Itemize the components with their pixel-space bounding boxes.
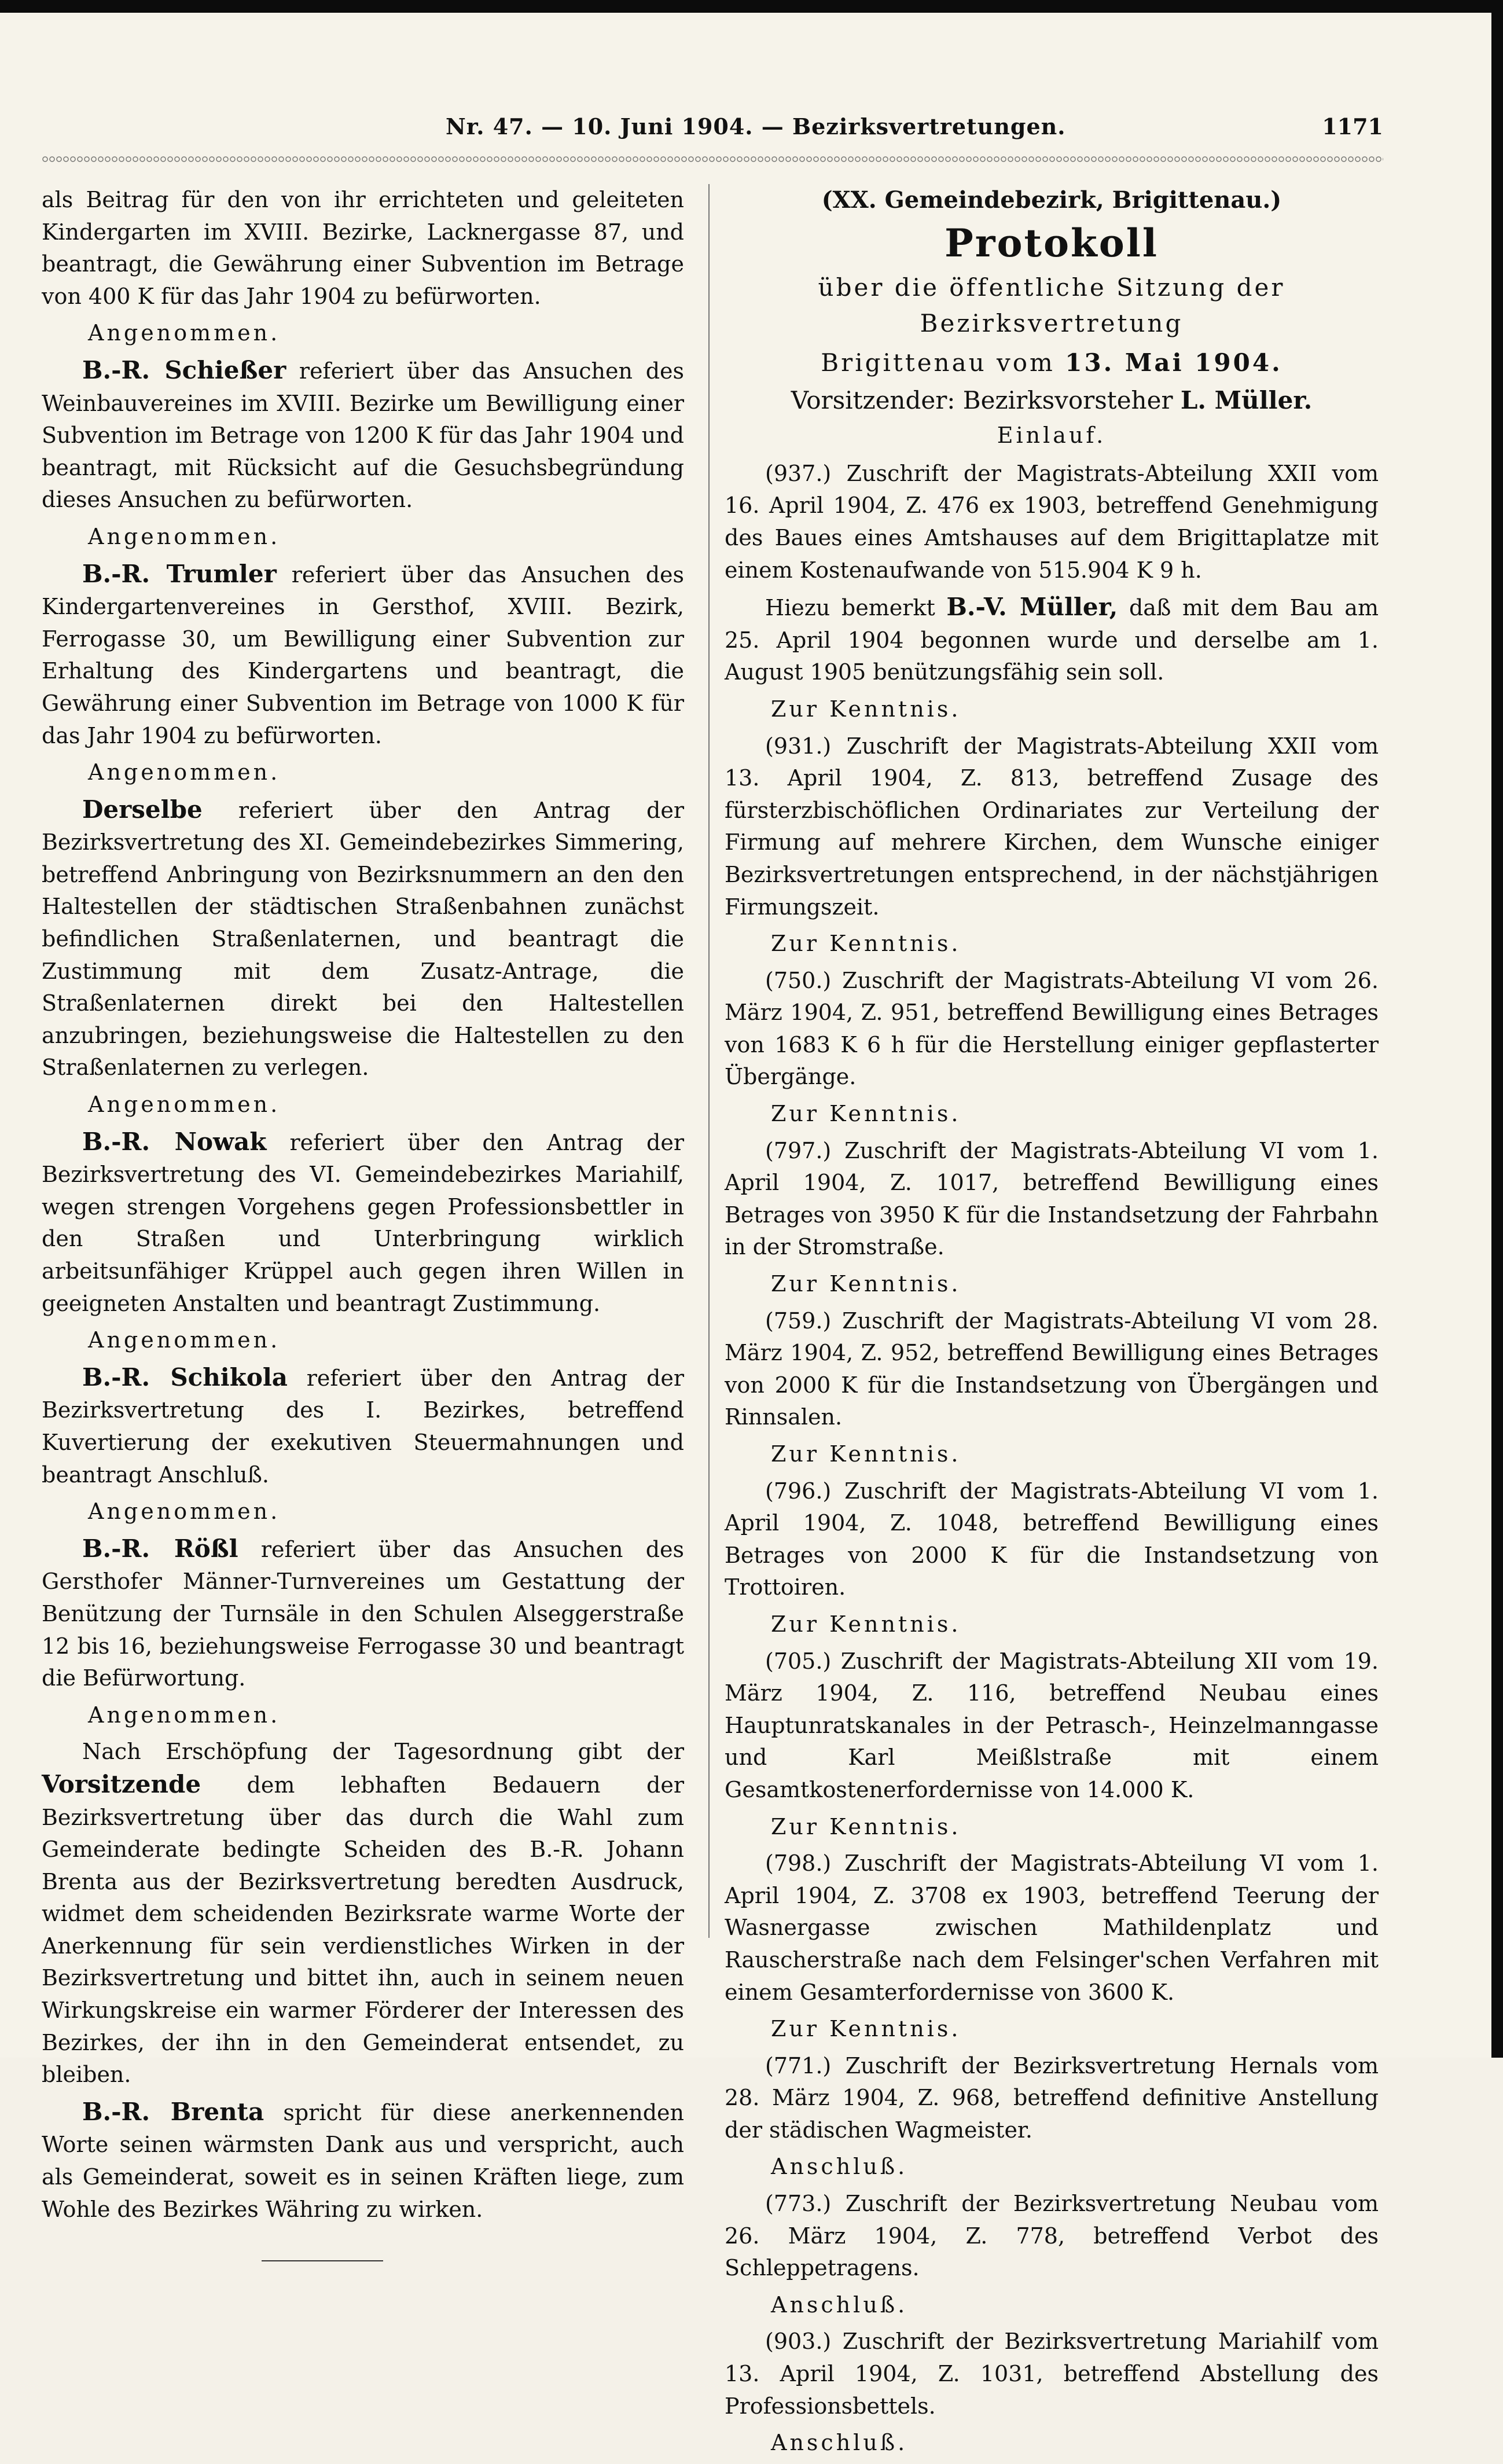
paragraph-text: referiert über den Antrag der Bezirksvertretung des I. Bezirkes, betreffend Kuvertierung der exekutiven Steuermahnungen und beantragt Anschluß. [42,1365,684,1488]
entry: (931.) Zuschrift der Magistrats-Abteilung XXII vom 13. April 1904, Z. 813, betreffend Zusage des fürsterzbischöflichen Ordinariates zur Verteilung der Firmung auf mehrere Kirchen, dem Wunsche einiger Bezirksvertretungen entsprechend, in der nächstjährigen Firmungszeit. [725,733,1379,920]
page-header [41,113,1383,148]
resolution: Anschluß. [771,2154,908,2180]
paragraph-text: referiert über das Ansuchen des Gersthofer Männer-Turnvereines um Gestattung der Benützung der Turnsäle in den Schulen Alseggerstraße 12 bis 16, beziehungsweise Ferrogasse 30 und beantragt die Befürwortung. [42,1536,685,1691]
protocol-title: Protokoll [945,220,1159,266]
entry: (797.) Zuschrift der Magistrats-Abteilung VI vom 1. April 1904, Z. 1017, betreffend Bewilligung eines Betrages von 3950 K für die Instandsetzung der Fahrbahn in der Stromstraße. [725,1137,1379,1260]
header-wavy-rule [42,155,1383,163]
speaker-name: Derselbe [82,795,203,824]
entry: (705.) Zuschrift der Magistrats-Abteilung XII vom 19. März 1904, Z. 116, betreffend Neubau eines Hauptunratskanales in der Petrasch-, Heinzelmanngasse und Karl Meißlstraße mit einem Gesamtkostenerfordernisse von 14.000 K. [725,1648,1379,1802]
paragraph-text: referiert über das Ansuchen des Weinbauvereines im XVIII. Bezirke um Bewilligung einer Subvention im Betrage von 1200 K für das Jahr 1904 und beantragt, mit Rücksicht auf die Gesuchsbegründung dieses Ansuchen zu befürworten. [42,358,685,513]
section-end-rule [262,2260,383,2261]
resolution: Anschluß. [771,2292,908,2318]
chair-name: L. Müller. [1180,385,1313,414]
paragraph-text: Hiezu bemerkt [765,595,947,621]
paragraph [42,794,684,1084]
paragraph: als Beitrag für den von ihr errichteten und geleiteten Kindergarten im XVIII. Bezirke, Lacknergasse 87, und beantragt, die Gewährung einer Subvention im Betrage von 400 K für das Jahr 1904 zu befürworten. [42,187,684,309]
paragraph-text: spricht für diese anerkennenden Worte seinen wärmsten Dank aus und verspricht, auch als Gemeinderat, soweit es in seinen Kräften liege, zum Wohle des Bezirkes Währing zu wirken. [42,2099,684,2222]
resolution: Anschluß. [771,2430,908,2456]
paragraph-text: dem lebhaften Bedauern der Bezirksvertretung über das durch die Wahl zum Gemeinderate bedingte Scheiden des B.-R. Johann Brenta aus der Bezirksvertretung beredten Ausdruck, widmet dem scheidenden Bezirksrate warme Worte der Anerkennung für sein verdienstliches Wirken in der Bezirksvertretung und bittet ihn, auch in seinem neuen Wirkungskreise ein warmer Förderer der Interessen des Bezirkes, der ihn in den Gemeinderat entsendet, zu bleiben. [42,1772,684,2088]
resolution: Angenommen. [88,1499,281,1525]
scan-border-top [0,0,1503,13]
paragraph [42,2096,684,2226]
entry: (750.) Zuschrift der Magistrats-Abteilung VI vom 26. März 1904, Z. 951, betreffend Bewilligung eines Betrages von 1683 K 6 h für die Herstellung einiger gepflasterter Übergänge. [725,967,1379,1090]
section-heading-einlauf: Einlauf. [997,423,1107,449]
paragraph-text: referiert über das Ansuchen des Kindergartenvereines in Gersthof, XVIII. Bezirk, Ferrogasse 30, um Bewilligung einer Subvention zur Erhaltung des Kindergartens und beantragt, die Gewährung einer Subvention im Betrage von 1000 K für das Jahr 1904 zu befürworten. [42,561,685,748]
scan-border-right [1491,0,1503,2058]
resolution: Zur Kenntnis. [771,1611,961,1637]
paragraph [42,1736,684,2091]
speaker-name: B.-R. Trumler [82,559,277,588]
resolution: Zur Kenntnis. [771,1813,961,1839]
paragraph [42,354,684,516]
speaker-name: B.-R. Nowak [82,1127,267,1156]
resolution: Angenommen. [88,523,281,549]
entry: (771.) Zuschrift der Bezirksvertretung Hernals vom 28. März 1904, Z. 968, betreffend definitive Anstellung der städischen Wagmeister. [725,2052,1379,2143]
chairman-line [725,384,1379,417]
speaker-name: B.-R. Schießer [82,355,286,384]
column-divider [708,184,710,1938]
right-column [725,184,1379,2464]
resolution: Zur Kenntnis. [771,1271,961,1297]
chair-label: Vorsitzender: Bezirksvorsteher [791,385,1181,414]
resolution: Angenommen. [88,1092,281,1118]
speaker-name: B.-R. Schikola [82,1363,288,1391]
district-heading: (XX. Gemeindebezirk, Brigittenau.) [821,186,1282,214]
entry: (773.) Zuschrift der Bezirksvertretung Neubau vom 26. März 1904, Z. 778, betreffend Verbot des Schleppetragens. [725,2191,1379,2281]
protocol-subtitle: über die öffentliche Sitzung der Bezirksvertretung [818,273,1285,337]
entry: (798.) Zuschrift der Magistrats-Abteilung VI vom 1. April 1904, Z. 3708 ex 1903, betreffend Teerung der Wasnergasse zwischen Mathildenplatz und Rauscherstraße nach dem Felsinger'schen Verfahren mit einem Gesamterfordernisse von 3600 K. [725,1850,1379,2005]
left-column [42,184,684,2261]
running-title: Nr. 47. — 10. Juni 1904. — Bezirksvertretungen. [446,113,1066,139]
resolution: Zur Kenntnis. [771,696,961,722]
speaker-name: B.-V. Müller, [946,593,1118,622]
resolution: Angenommen. [88,320,281,346]
entry-remark [725,591,1379,689]
resolution: Zur Kenntnis. [771,1101,961,1127]
speaker-name: B.-R. Brenta [82,2097,264,2126]
session-date: 13. Mai 1904. [1065,348,1282,377]
resolution: Zur Kenntnis. [771,2016,961,2042]
paragraph-text: Nach Erschöpfung der Tagesordnung gibt der [82,1739,684,1765]
entry: (937.) Zuschrift der Magistrats-Abteilung XXII vom 16. April 1904, Z. 476 ex 1903, betreffend Genehmigung des Baues eines Amtshauses auf dem Brigittaplatze mit einem Kostenaufwande von 515.904 K 9 h. [725,460,1379,583]
entry: (903.) Zuschrift der Bezirksvertretung Mariahilf vom 13. April 1904, Z. 1031, betreffend Abstellung des Professionsbettels. [725,2329,1379,2419]
speaker-name: Vorsitzende [42,1769,201,1798]
resolution: Zur Kenntnis. [771,931,961,957]
paragraph-text: daß mit dem Bau am 25. April 1904 begonnen wurde und derselbe am 1. August 1905 benützungsfähig sein soll. [725,595,1379,685]
entry: (796.) Zuschrift der Magistrats-Abteilung VI vom 1. April 1904, Z. 1048, betreffend Bewilligung eines Betrages von 2000 K für die Instandsetzung von Trottoiren. [725,1478,1379,1600]
resolution: Angenommen. [88,1327,281,1353]
resolution: Angenommen. [88,1702,281,1728]
paragraph [42,1361,684,1491]
speaker-name: B.-R. Rößl [82,1534,238,1563]
page-number: 1171 [1322,113,1383,139]
paragraph [42,558,684,752]
subtitle-text: Brigittenau vom [821,348,1065,377]
paragraph [42,1533,684,1695]
paragraph-text: referiert über den Antrag der Bezirksvertretung des VI. Gemeindebezirkes Mariahilf, wegen strengen Vorgehens gegen Professionsbettler in den Straßen und Unterbringung wirklich arbeitsunfähiger Krüppel auch gegen ihren Willen in geeigneten Anstalten und beantragt Zustimmung. [42,1129,684,1316]
protocol-subtitle-date [725,345,1379,381]
resolution: Angenommen. [88,759,281,785]
resolution: Zur Kenntnis. [771,1441,961,1467]
entry: (759.) Zuschrift der Magistrats-Abteilung VI vom 28. März 1904, Z. 952, betreffend Bewilligung eines Betrages von 2000 K für die Instandsetzung von Übergängen und Rinnsalen. [725,1308,1379,1430]
paragraph [42,1126,684,1320]
paragraph-text: referiert über den Antrag der Bezirksvertretung des XI. Gemeindebezirkes Simmering, betreffend Anbringung von Bezirksnummern an den den Haltestellen der städtischen Straßenbahnen zunächst befindlichen Straßenlaternen, und beantragt die Zustimmung mit dem Zusatz-Antrage, die Straßenlaternen direkt bei den Haltestellen anzubringen, beziehungsweise die Haltestellen zu den Straßenlaternen zu verlegen. [42,797,684,1081]
